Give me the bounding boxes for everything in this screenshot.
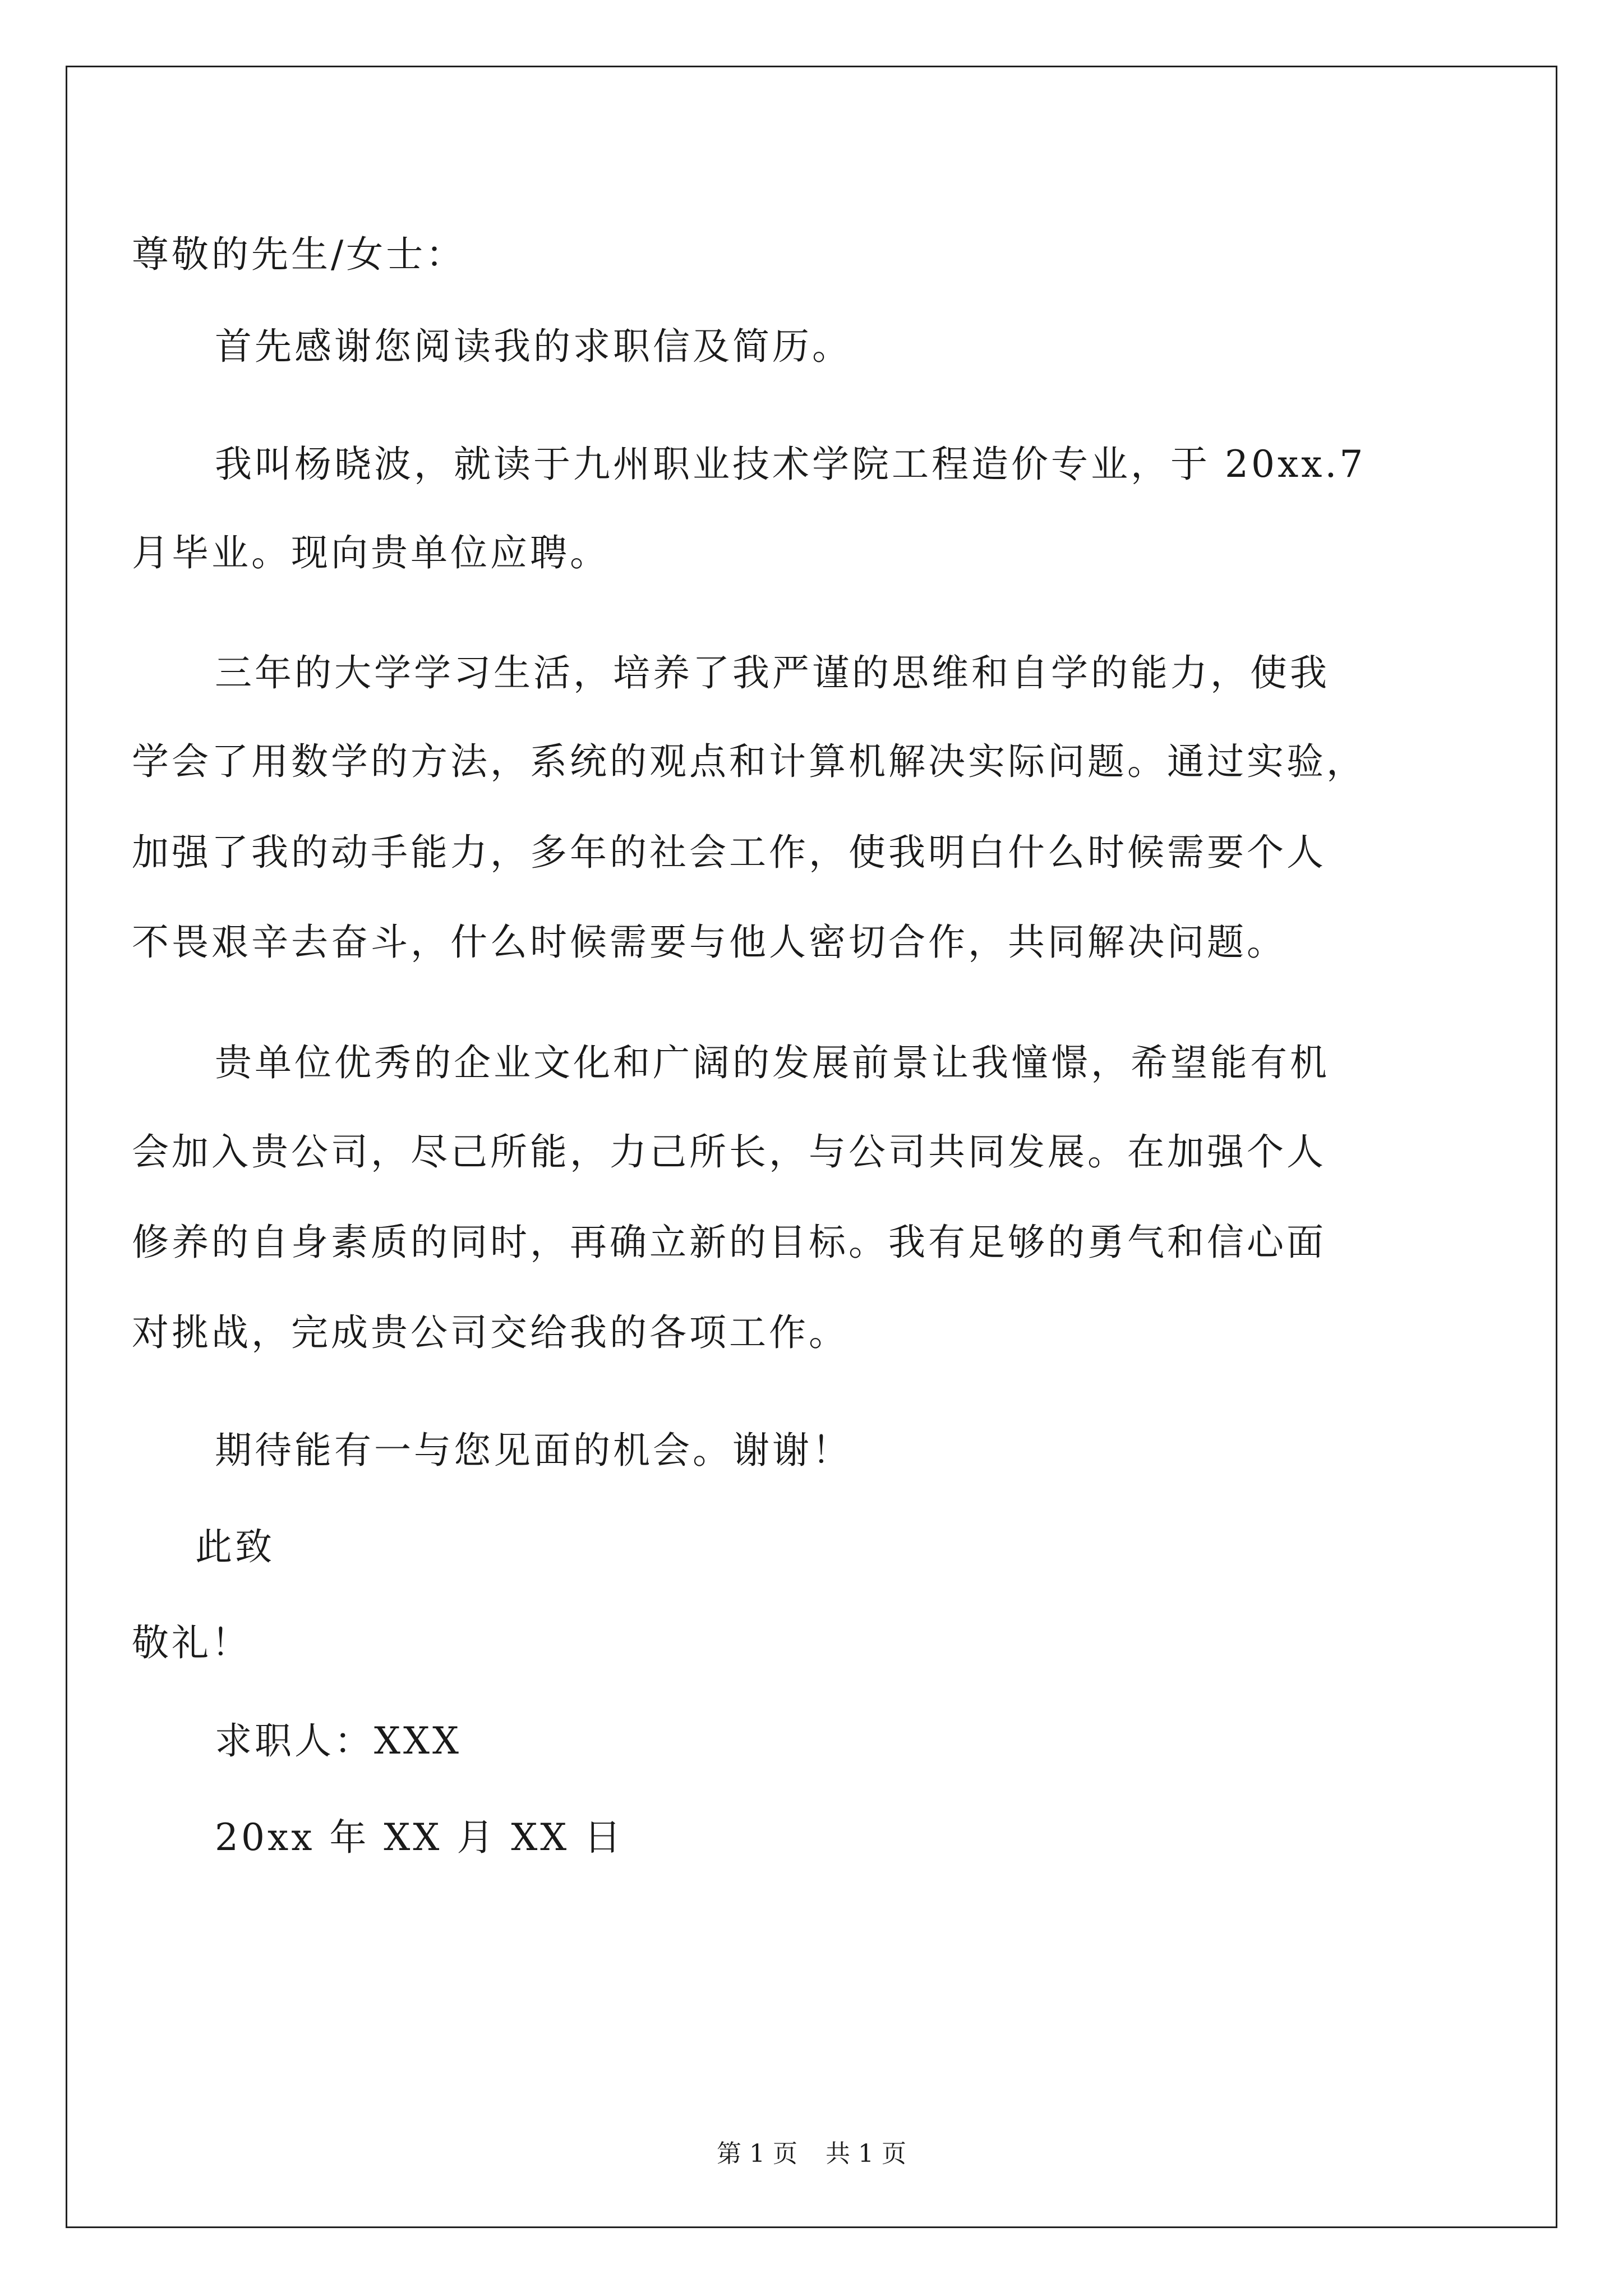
page-footer bbox=[0, 2138, 1623, 2170]
paragraph-company-line-4: 对挑战，完成贵公司交给我的各项工作。 bbox=[132, 1311, 849, 1354]
paragraph-study-line-4: 不畏艰辛去奋斗，什么时候需要与他人密切合作，共同解决问题。 bbox=[132, 921, 1287, 964]
paragraph-study-line-2: 学会了用数学的方法，系统的观点和计算机解决实际问题。通过实验， bbox=[132, 740, 1366, 783]
paragraph-closing-wish: 期待能有一与您见面的机会。谢谢！ bbox=[215, 1429, 852, 1472]
total-pages: 共 1 页 bbox=[826, 2139, 906, 2168]
letter-date: 20xx 年 XX 月 XX 日 bbox=[215, 1816, 624, 1859]
page-number: 第 1 页 bbox=[717, 2139, 797, 2168]
closing-jingli: 敬礼！ bbox=[132, 1621, 251, 1664]
paragraph-company-line-3: 修养的自身素质的同时，再确立新的目标。我有足够的勇气和信心面 bbox=[132, 1221, 1326, 1264]
paragraph-company-line-1: 贵单位优秀的企业文化和广阔的发展前景让我憧憬，希望能有机 bbox=[215, 1041, 1330, 1084]
paragraph-thanks: 首先感谢您阅读我的求职信及简历。 bbox=[215, 325, 852, 368]
salutation: 尊敬的先生/女士： bbox=[132, 233, 466, 276]
paragraph-company-line-2: 会加入贵公司，尽己所能，力己所长，与公司共同发展。在加强个人 bbox=[132, 1130, 1326, 1174]
paragraph-study-line-3: 加强了我的动手能力，多年的社会工作，使我明白什么时候需要个人 bbox=[132, 831, 1326, 874]
paragraph-intro-line-1: 我叫杨晓波，就读于九州职业技术学院工程造价专业，于 20xx.7 bbox=[215, 443, 1366, 486]
signature: 求职人：XXX bbox=[215, 1719, 462, 1763]
closing-cizhi: 此致 bbox=[195, 1525, 275, 1568]
paragraph-study-line-1: 三年的大学学习生活，培养了我严谨的思维和自学的能力，使我 bbox=[215, 651, 1330, 694]
paragraph-intro-line-2: 月毕业。现向贵单位应聘。 bbox=[132, 531, 610, 574]
